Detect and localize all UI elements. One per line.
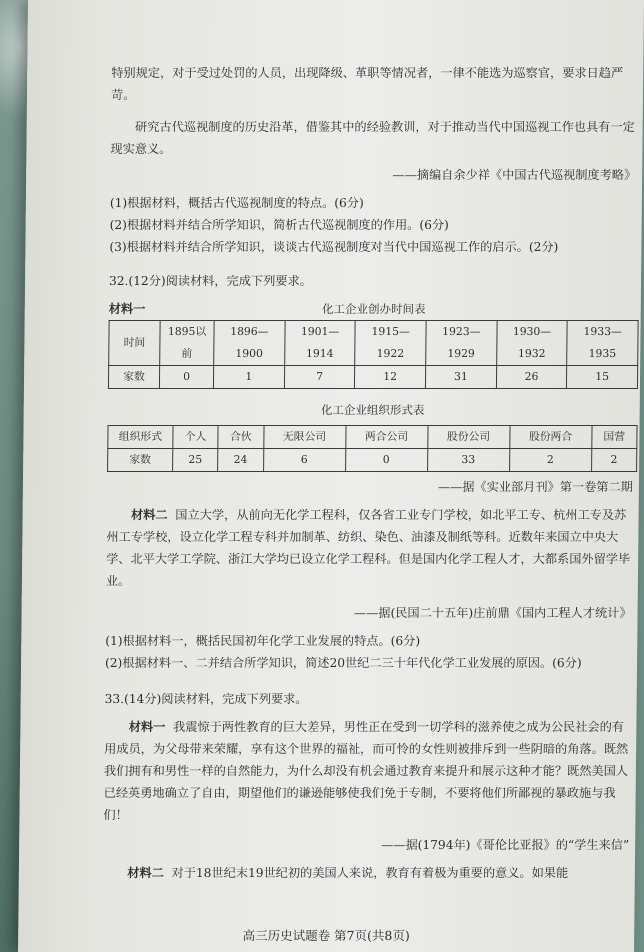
material4-label: 材料二 [127, 866, 164, 880]
table2-v4: 33 [427, 449, 509, 472]
material2-paragraph [106, 504, 637, 592]
table1-v3: 12 [355, 366, 426, 389]
q31-1: (1)根据材料，概括古代巡视制度的特点。(6分) [109, 196, 364, 210]
material4-text: 对于18世纪末19世纪初的美国人来说，教育有着极为重要的意义。如果能 [171, 866, 569, 880]
material3-label: 材料一 [128, 720, 166, 734]
q33-title: 33.(14分)阅读材料，完成下列要求。 [104, 692, 308, 706]
table1-v6: 15 [567, 366, 638, 389]
page-footer: 高三历史试题卷 第7页(共8页) [242, 928, 410, 943]
table1-value-row [108, 366, 637, 389]
table2-caption: 化工企业组织形式表 [320, 403, 425, 417]
q32-1: (1)根据材料一，概括民国初年化学工业发展的特点。(6分) [105, 634, 421, 648]
q31-2: (2)根据材料并结合所学知识，简析古代巡视制度的作用。(6分) [109, 218, 449, 232]
q32-title: 32.(12分)阅读材料，完成下列要求。 [108, 274, 312, 288]
table1-h4: 1923—1929 [426, 321, 497, 366]
table1-h0: 1895以前 [160, 321, 214, 366]
table1-h3: 1915—1922 [355, 321, 426, 366]
table1-h6: 1933—1935 [567, 321, 638, 366]
table1-row-label: 家数 [108, 366, 159, 389]
table2-h1: 合伙 [218, 426, 264, 449]
table2-h2: 无限公司 [263, 426, 345, 449]
table2-h0: 个人 [173, 426, 219, 449]
exam-page [18, 0, 644, 952]
table1-header-label: 时间 [109, 321, 160, 366]
intro-line-2: 研究古代巡视制度的历史沿革，借鉴其中的经验教训，对于推动当代中国巡视工作也具有一定现实意义。 [110, 120, 635, 156]
table1-v1: 1 [213, 366, 284, 389]
table2-v2: 6 [263, 449, 345, 472]
table2-h6: 国营 [591, 426, 637, 449]
table2-v0: 25 [173, 449, 219, 472]
material2-label: 材料二 [130, 508, 168, 522]
table2-value-row [108, 449, 637, 472]
table2-header-row [108, 426, 637, 449]
q31-3: (3)根据材料并结合所学知识，谈谈古代巡视制度对当代中国巡视工作的启示。(2分) [109, 240, 559, 254]
table1-caption: 化工企业创办时间表 [321, 302, 426, 316]
table2-header-label: 组织形式 [108, 426, 173, 449]
table1-h5: 1930—1932 [496, 321, 567, 366]
table1-v4: 31 [425, 366, 496, 389]
source-31: ——摘编自余少祥《中国古代巡视制度考略》 [392, 168, 637, 182]
table1-h2: 1901—1914 [284, 321, 355, 366]
table2-h3: 两合公司 [345, 426, 427, 449]
table2-h4: 股份公司 [427, 426, 509, 449]
q32-2: (2)根据材料一、二并结合所学知识，简述20世纪二三十年代化学工业发展的原因。(6分) [104, 656, 582, 670]
page-content [103, 62, 642, 884]
material4-paragraph [103, 862, 633, 884]
material1-label: 材料一 [108, 302, 146, 316]
table1-v5: 26 [496, 366, 567, 389]
table2-row-label: 家数 [108, 449, 173, 472]
table2-v5: 2 [509, 449, 591, 472]
material3-paragraph [103, 716, 634, 826]
table2-h5: 股份两合 [509, 426, 591, 449]
material2-text: 国立大学，从前向无化学工程科，仅各省工业专门学校，如北平工专、杭州工专及苏州工专学校，设立化学工程专科并加制革、纺织、染色、油漆及制纸等科。近数年来国立中央大学、北平大学工学院、浙江大学均已设立化学工程科。但是国内化学工程人才，大都系国外留学毕业。 [105, 508, 631, 588]
table2-v3: 0 [345, 449, 427, 472]
table2-v1: 24 [218, 449, 264, 472]
source-32a: ——据《实业部月刊》第一卷第二期 [437, 480, 633, 494]
source-32b: ——据(民国二十五年)庄前鼎《国内工程人才统计》 [353, 606, 632, 620]
table1-header-row [109, 321, 638, 366]
table2-v6: 2 [591, 449, 637, 472]
table-organization-form [107, 425, 637, 472]
table1-v0: 0 [159, 366, 213, 389]
material3-text: 我震惊于两性教育的巨大差异，男性正在受到一切学科的滋养使之成为公民社会的有用成员，为父母带来荣耀，享有这个世界的福祉，而可怜的女性则被排斥到一些阴暗的角落。既然我们拥有和男性一样的自然能力，为什么却没有机会通过教育来提升和展示这种才能？既然美国人已经英勇地确立了自由，期望他们的谦逊能够使我们免于专制，不要将他们所鄙视的暴政施与我们！ [103, 720, 629, 822]
intro-line-1: 特别规定，对于受过处罚的人员，出现降级、革职等情况者，一律不能选为巡察官，要求日趋严苛。 [110, 66, 624, 102]
table1-v2: 7 [284, 366, 355, 389]
material1-header [109, 298, 639, 320]
source-33: ——据(1794年)《哥伦比亚报》的“学生来信” [381, 838, 630, 852]
table1-h1: 1896—1900 [214, 321, 285, 366]
table-founding-time [108, 320, 639, 389]
